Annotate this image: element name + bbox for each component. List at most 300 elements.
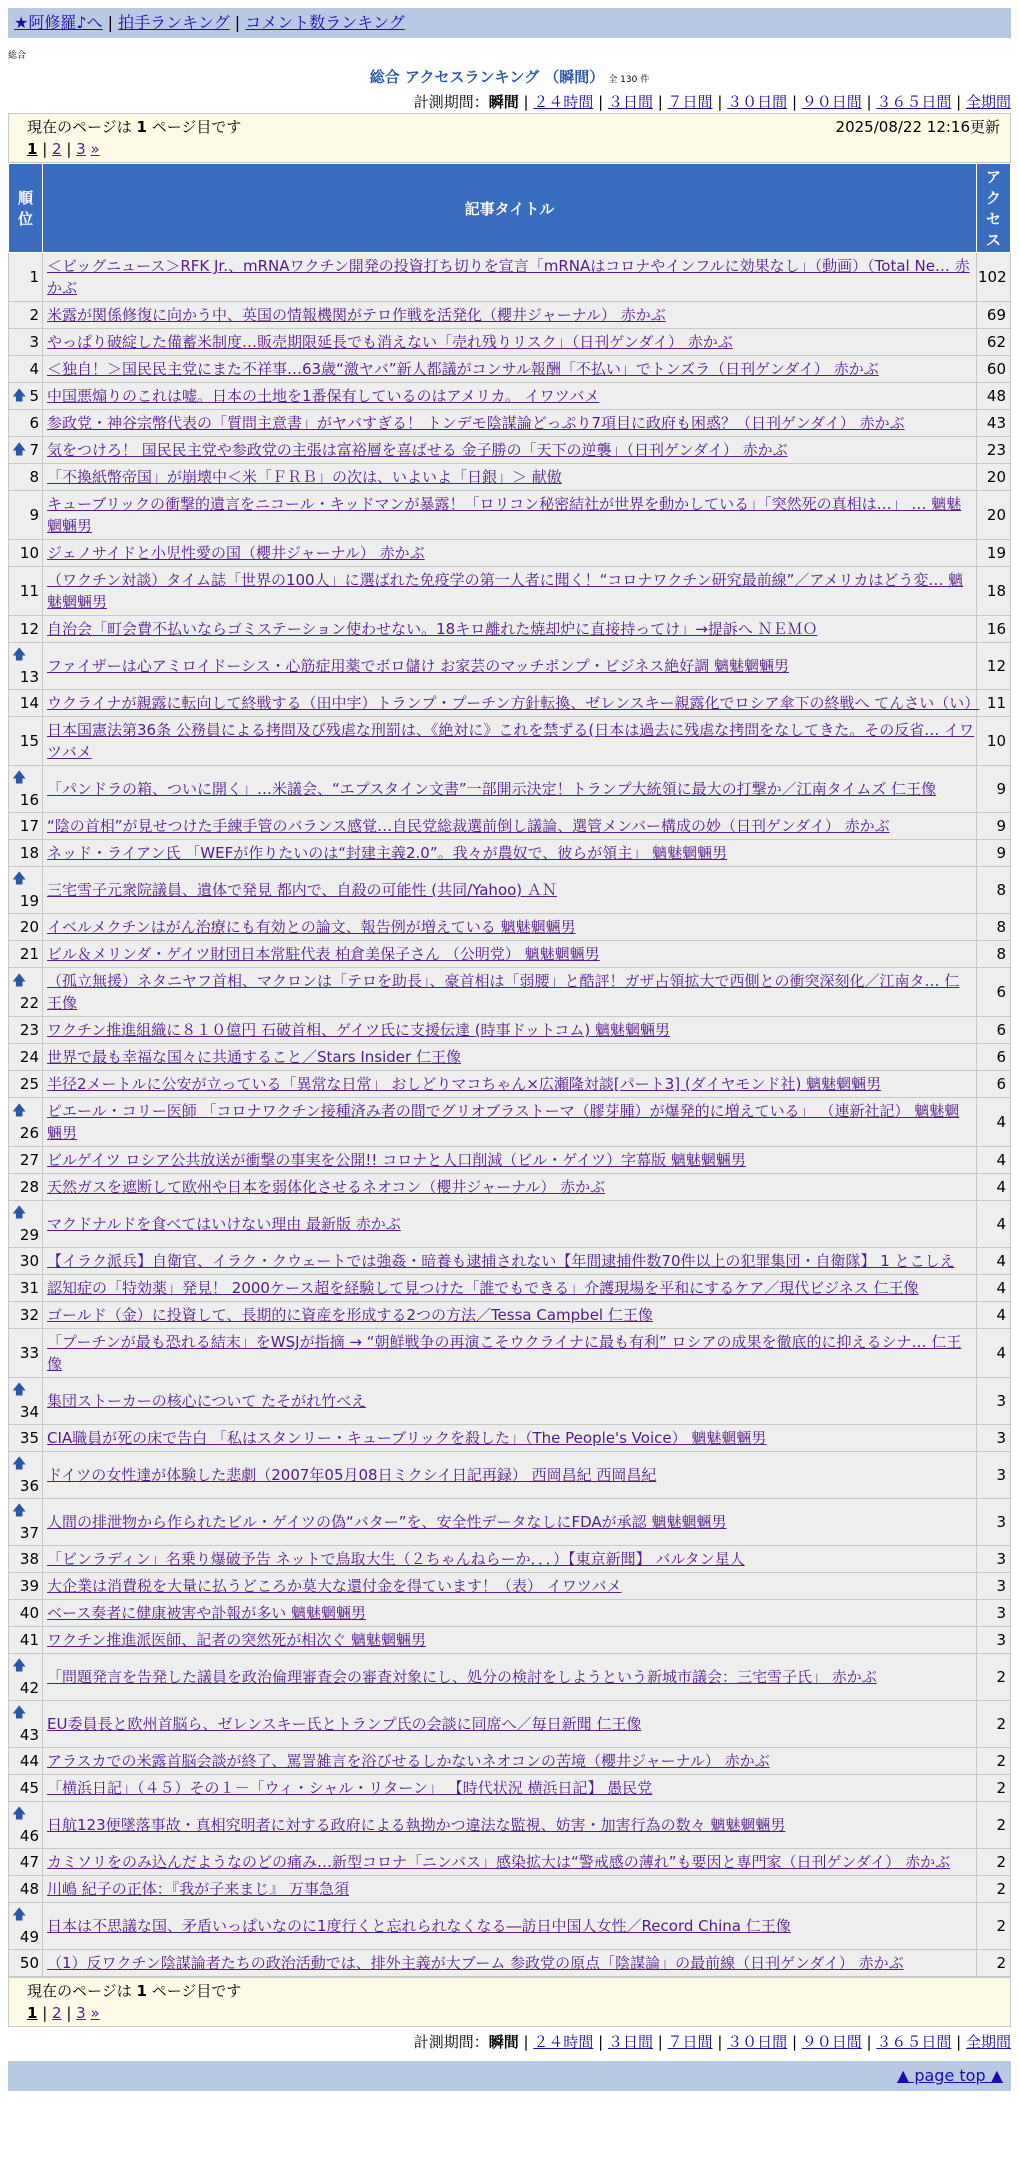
article-link[interactable]: 認知症の「特効薬」発見！ 2000ケース超を経験して見つけた「誰でもできる」介護現場を平和にするケア／現代ビジネス 仁王像 xyxy=(47,1279,919,1297)
rank-number: 46 xyxy=(19,1827,39,1845)
rank-number: 6 xyxy=(29,414,39,432)
article-link[interactable]: 「問題発言を告発した議員を政治倫理審査会の審査対象にし、処分の検討をしようという新城市議会：三宅雪子氏」 赤かぶ xyxy=(47,1668,877,1686)
rank-cell xyxy=(9,1802,43,1849)
table-row xyxy=(9,1452,1011,1499)
table-row xyxy=(9,914,1011,941)
pager-next[interactable]: » xyxy=(90,140,100,158)
article-link[interactable]: 世界で最も幸福な国々に共通すること／Stars Insider 仁王像 xyxy=(47,1048,461,1066)
pager-sep: | xyxy=(61,140,77,158)
rank-number: 43 xyxy=(19,1726,39,1744)
table-row xyxy=(9,643,1011,690)
title-cell xyxy=(43,1701,977,1748)
rank-cell xyxy=(9,356,43,383)
article-link[interactable]: ベース奏者に健康被害や訃報が多い 魑魅魍魎男 xyxy=(47,1604,367,1622)
article-link[interactable]: 大企業は消費税を大量に払うどころか莫大な還付金を得ています！（表） イワツバメ xyxy=(47,1577,622,1595)
rank-cell xyxy=(9,1201,43,1248)
title-cell xyxy=(43,1017,977,1044)
table-row xyxy=(9,491,1011,540)
access-count: 2 xyxy=(977,1701,1011,1748)
pager xyxy=(27,2002,1000,2024)
table-row xyxy=(9,1248,1011,1275)
rank-number: 12 xyxy=(19,620,39,638)
table-row xyxy=(9,690,1011,717)
clap-ranking-link[interactable]: 拍手ランキング xyxy=(118,13,230,32)
title-cell xyxy=(43,813,977,840)
article-link[interactable]: イベルメクチンはがん治療にも有効との論文、報告例が増えている 魑魅魍魎男 xyxy=(47,918,576,936)
total-count: 全 130 件 xyxy=(608,75,650,85)
access-count: 60 xyxy=(977,356,1011,383)
rank-number: 37 xyxy=(19,1524,39,1542)
access-count: 2 xyxy=(977,1950,1011,1977)
page-title-row xyxy=(8,66,1011,87)
access-count: 3 xyxy=(977,1452,1011,1499)
title-cell xyxy=(43,383,977,410)
table-row xyxy=(9,1147,1011,1174)
period-link[interactable]: ９０日間 xyxy=(801,2033,862,2051)
title-cell xyxy=(43,1147,977,1174)
rank-cell xyxy=(9,1627,43,1654)
article-link[interactable]: 川嶋 紀子の正体：『我が子来まじ』 万事急須 xyxy=(47,1880,350,1898)
access-count: 8 xyxy=(977,867,1011,914)
rank-cell xyxy=(9,464,43,491)
table-row xyxy=(9,253,1011,302)
pager-next[interactable]: » xyxy=(90,2004,100,2022)
access-count: 4 xyxy=(977,1174,1011,1201)
article-link[interactable]: 日航123便墜落事故・真相究明者に対する政府による執拗かつ違法な監視、妨害・加害行為の数々 魑魅魍魎男 xyxy=(47,1816,786,1834)
table-row xyxy=(9,1071,1011,1098)
rank-cell xyxy=(9,383,43,410)
rank-number: 15 xyxy=(19,732,39,750)
rank-cell xyxy=(9,941,43,968)
rank-number: 1 xyxy=(29,268,39,286)
rank-cell xyxy=(9,1147,43,1174)
rank-cell xyxy=(9,1950,43,1977)
rank-cell xyxy=(9,968,43,1017)
rank-cell xyxy=(9,1302,43,1329)
access-count: 3 xyxy=(977,1425,1011,1452)
period-link[interactable]: 全期間 xyxy=(965,93,1011,111)
rank-number: 49 xyxy=(19,1928,39,1946)
rank-cell xyxy=(9,1775,43,1802)
top-nav xyxy=(8,8,1011,38)
up-arrow-icon: 🡅 xyxy=(12,442,27,458)
rank-cell xyxy=(9,690,43,717)
period-current: 瞬間 xyxy=(488,2033,519,2051)
pager-sep: | xyxy=(37,2004,53,2022)
rank-cell xyxy=(9,616,43,643)
table-row xyxy=(9,302,1011,329)
table-header xyxy=(9,164,1011,253)
rank-number: 23 xyxy=(19,1021,39,1039)
rank-cell xyxy=(9,1748,43,1775)
access-count: 2 xyxy=(977,1876,1011,1903)
rank-cell xyxy=(9,1071,43,1098)
article-link[interactable]: 「パンドラの箱、ついに開く」…米議会、“エプスタイン文書”一部開示決定！トランプ大統領に最大の打撃か／江南タイムズ 仁王像 xyxy=(47,780,937,798)
article-link[interactable]: カミソリをのみ込んだようなのどの痛み…新型コロナ「ニンバス」感染拡大は“警戒感の薄れ”も要因と専門家（日刊ゲンダイ） 赤かぶ xyxy=(47,1853,951,1871)
rank-number: 48 xyxy=(19,1880,39,1898)
period-link[interactable]: ３０日間 xyxy=(727,2033,788,2051)
table-row xyxy=(9,1903,1011,1950)
table-row xyxy=(9,1627,1011,1654)
table-row xyxy=(9,1802,1011,1849)
period-sep: | xyxy=(861,2033,877,2051)
pager-link[interactable]: 3 xyxy=(76,140,86,158)
article-link[interactable]: 半径2メートルに公安が立っている「異常な日常」 おしどりマコちゃん×広瀬隆対談[パート3] (ダイヤモンド社) 魑魅魍魎男 xyxy=(47,1075,882,1093)
title-cell xyxy=(43,329,977,356)
period-link[interactable]: ７日間 xyxy=(667,93,713,111)
article-link[interactable]: 参政党・神谷宗幣代表の「質問主意書」がヤバすぎる！ トンデモ陰謀論どっぷり7項目に政府も困惑？（日刊ゲンダイ） 赤かぶ xyxy=(47,414,905,432)
article-link[interactable]: 自治会「町会費不払いならゴミステーション使わせない。18キロ離れた焼却炉に直接持ってけ」→提訴へ ＮＥＭＯ xyxy=(47,620,818,638)
access-count: 10 xyxy=(977,717,1011,766)
rank-number: 9 xyxy=(29,506,39,524)
article-link[interactable]: （1）反ワクチン陰謀論者たちの政治活動では、排外主義が大ブーム 参政党の原点「陰謀論」の最前線（日刊ゲンダイ） 赤かぶ xyxy=(47,1954,904,1972)
article-link[interactable]: CIA職員が死の床で告白 「私はスタンリー・キューブリックを殺した」（The People's Voice） 魑魅魍魎男 xyxy=(47,1429,767,1447)
title-cell xyxy=(43,302,977,329)
rank-cell xyxy=(9,1275,43,1302)
article-link[interactable]: EU委員長と欧州首脳ら、ゼレンスキー氏とトランプ氏の会談に同席へ／毎日新聞 仁王像 xyxy=(47,1715,642,1733)
col-rank: 順位 xyxy=(9,164,43,253)
table-row xyxy=(9,1174,1011,1201)
access-count: 6 xyxy=(977,1017,1011,1044)
access-count: 8 xyxy=(977,941,1011,968)
rank-number: 25 xyxy=(19,1075,39,1093)
table-row xyxy=(9,1098,1011,1147)
nav-sep: | xyxy=(234,13,241,32)
table-row xyxy=(9,1275,1011,1302)
article-link[interactable]: 「ビンラディン」名乗り爆破予告 ネットで鳥取大生（２ちゃんねらーか．．．）【東京新聞】 バルタン星人 xyxy=(47,1550,745,1568)
access-count: 2 xyxy=(977,1748,1011,1775)
title-cell xyxy=(43,1802,977,1849)
article-link[interactable]: 「横浜日記」（４５）その１－「ウィ・シャル・リターン」 【時代状況 横浜日記】 愚民党 xyxy=(47,1779,653,1797)
rank-cell xyxy=(9,1499,43,1546)
rank-number: 30 xyxy=(19,1252,39,1270)
title-cell xyxy=(43,437,977,464)
rank-number: 19 xyxy=(19,892,39,910)
page-info-top xyxy=(8,113,1011,163)
access-count: 6 xyxy=(977,1044,1011,1071)
access-count: 48 xyxy=(977,383,1011,410)
up-arrow-icon: 🡅 xyxy=(12,1503,27,1519)
rank-number: 45 xyxy=(19,1779,39,1797)
period-sep: | xyxy=(593,93,608,111)
title-cell xyxy=(43,1098,977,1147)
article-link[interactable]: 米露が関係修復に向かう中、英国の情報機関がテロ作戦を活発化（櫻井ジャーナル） 赤かぶ xyxy=(47,306,666,324)
rank-cell xyxy=(9,1876,43,1903)
access-count: 9 xyxy=(977,840,1011,867)
period-link[interactable]: ２４時間 xyxy=(533,2033,594,2051)
article-link[interactable]: ネッド・ライアン氏 「WEFが作りたいのは“封建主義2.0”。我々が農奴で、彼らが領主」 魑魅魍魎男 xyxy=(47,844,728,862)
table-row xyxy=(9,1201,1011,1248)
rank-number: 2 xyxy=(29,306,39,324)
article-link[interactable]: ジェノサイドと小児性愛の国（櫻井ジャーナル） 赤かぶ xyxy=(47,544,425,562)
period-link[interactable]: ３６５日間 xyxy=(876,2033,952,2051)
article-link[interactable]: 集団ストーカーの核心について たそがれ竹べえ xyxy=(47,1392,367,1410)
rank-number: 5 xyxy=(29,387,39,405)
article-link[interactable]: ビル＆メリンダ・ゲイツ財団日本常駐代表 柏倉美保子さん （公明党） 魑魅魍魎男 xyxy=(47,945,600,963)
rank-number: 4 xyxy=(29,360,39,378)
title-cell xyxy=(43,1775,977,1802)
title-cell xyxy=(43,1950,977,1977)
access-count: 2 xyxy=(977,1654,1011,1701)
title-cell xyxy=(43,1654,977,1701)
updated-time: 2025/08/22 12:16更新 xyxy=(835,118,1000,136)
period-link[interactable]: ３６５日間 xyxy=(876,93,952,111)
rank-number: 20 xyxy=(19,918,39,936)
rank-cell xyxy=(9,1600,43,1627)
access-count: 11 xyxy=(977,690,1011,717)
rank-cell xyxy=(9,491,43,540)
article-link[interactable]: ＜ビッグニュース＞RFK Jr.、mRNAワクチン開発の投資打ち切りを宣言「mRNAはコロナやインフルに効果なし」（動画）（Total Ne… 赤かぶ xyxy=(47,257,970,297)
access-count: 69 xyxy=(977,302,1011,329)
title-cell xyxy=(43,690,980,717)
access-count: 19 xyxy=(977,540,1011,567)
rank-cell xyxy=(9,867,43,914)
rank-number: 24 xyxy=(19,1048,39,1066)
article-link[interactable]: （孤立無援）ネタニヤフ首相、マクロンは「テロを助長」、豪首相は「弱腰」と酷評！ガザ占領拡大で西側との衝突深刻化／江南タ… 仁王像 xyxy=(47,972,960,1012)
period-link[interactable]: ９０日間 xyxy=(801,93,862,111)
title-cell xyxy=(43,1378,977,1425)
title-cell xyxy=(43,464,977,491)
period-sep: | xyxy=(787,2033,802,2051)
table-row xyxy=(9,941,1011,968)
title-cell xyxy=(43,1849,977,1876)
article-link[interactable]: 三宅雪子元衆院議員、遺体で発見 都内で、自殺の可能性 (共同/Yahoo) ＡＮ xyxy=(47,881,557,899)
access-count: 4 xyxy=(977,1329,1011,1378)
table-row xyxy=(9,616,1011,643)
article-link[interactable]: ピエール・コリー医師 「コロナワクチン接種済み者の間でグリオブラストーマ（膠芽腫）が爆発的に増えている」 （連新社記） 魑魅魍魎男 xyxy=(47,1102,960,1142)
up-arrow-icon: 🡅 xyxy=(12,1705,27,1721)
table-row xyxy=(9,1654,1011,1701)
title-cell xyxy=(43,1499,977,1546)
period-link[interactable]: ２４時間 xyxy=(533,93,594,111)
rank-number: 38 xyxy=(19,1550,39,1568)
period-sep: | xyxy=(712,93,728,111)
article-link[interactable]: アラスカでの米露首脳会談が終了、罵詈雑言を浴びせるしかないネオコンの苦境（櫻井ジャーナル） 赤かぶ xyxy=(47,1752,770,1770)
access-count: 62 xyxy=(977,329,1011,356)
rank-number: 22 xyxy=(19,994,39,1012)
pager-sep: | xyxy=(61,2004,77,2022)
title-cell xyxy=(43,567,977,616)
rank-cell xyxy=(9,766,43,813)
table-row xyxy=(9,1573,1011,1600)
article-link[interactable]: 気をつけろ！ 国民民主党や参政党の主張は富裕層を喜ばせる 金子勝の「天下の逆襲」（日刊ゲンダイ） 赤かぶ xyxy=(47,441,788,459)
rank-cell xyxy=(9,717,43,766)
up-arrow-icon: 🡅 xyxy=(12,1456,27,1472)
table-row xyxy=(9,867,1011,914)
page-title: 総合 アクセスランキング （瞬間） xyxy=(369,68,605,86)
article-link[interactable]: キューブリックの衝撃的遺言をニコール・キッドマンが暴露！「ロリコン秘密結社が世界を動かしている」「突然死の真相は…」 … 魑魅魍魎男 xyxy=(47,495,962,535)
article-link[interactable]: ドイツの女性達が体験した悲劇（2007年05月08日ミクシイ日記再録） 西岡昌紀 西岡昌紀 xyxy=(47,1466,657,1484)
access-count: 20 xyxy=(977,464,1011,491)
table-row xyxy=(9,1876,1011,1903)
rank-number: 44 xyxy=(19,1752,39,1770)
period-sep: | xyxy=(652,2033,668,2051)
period-nav xyxy=(8,2031,1011,2053)
period-link[interactable]: 全期間 xyxy=(965,2033,1011,2051)
title-cell xyxy=(43,1600,977,1627)
access-count: 2 xyxy=(977,1849,1011,1876)
rank-cell xyxy=(9,1903,43,1950)
period-sep: | xyxy=(593,2033,608,2051)
article-link[interactable]: マクドナルドを食べてはいけない理由 最新版 赤かぶ xyxy=(47,1215,401,1233)
up-arrow-icon: 🡅 xyxy=(12,1103,27,1119)
access-count: 2 xyxy=(977,1775,1011,1802)
article-link[interactable]: 【イラク派兵】自衛官、イラク・クウェートでは強姦・暗養も逮捕されない【年間逮捕件数70件以上の犯罪集団・自衛隊】 1 とこしえ xyxy=(47,1252,955,1270)
period-link[interactable]: ３日間 xyxy=(607,93,653,111)
up-arrow-icon: 🡅 xyxy=(12,770,27,786)
rank-cell xyxy=(9,437,43,464)
table-row xyxy=(9,968,1011,1017)
rank-number: 10 xyxy=(19,544,39,562)
rank-cell xyxy=(9,1849,43,1876)
up-arrow-icon: 🡅 xyxy=(12,1382,27,1398)
col-count: アクセス xyxy=(977,164,1011,253)
access-count: 102 xyxy=(977,253,1011,302)
table-row xyxy=(9,840,1011,867)
article-link[interactable]: やっぱり破綻した備蓄米制度…販売期限延長でも消えない「売れ残りリスク」（日刊ゲンダイ） 赤かぶ xyxy=(47,333,733,351)
table-row xyxy=(9,1499,1011,1546)
title-cell xyxy=(43,968,977,1017)
page-status: 現在のページは 1 ページ目です xyxy=(27,118,242,136)
article-link[interactable]: 日本は不思議な国、矛盾いっぱいなのに1度行くと忘れられなくなる―訪日中国人女性／Record China 仁王像 xyxy=(47,1917,791,1935)
article-link[interactable]: ワクチン推進派医師、記者の突然死が相次ぐ 魑魅魍魎男 xyxy=(47,1631,427,1649)
rank-cell xyxy=(9,1174,43,1201)
rank-number: 39 xyxy=(19,1577,39,1595)
access-count: 3 xyxy=(977,1378,1011,1425)
period-label: 計測期間： xyxy=(413,93,489,111)
title-cell xyxy=(43,1275,977,1302)
up-arrow-icon: 🡅 xyxy=(12,1658,27,1674)
rank-number: 3 xyxy=(29,333,39,351)
table-row xyxy=(9,1748,1011,1775)
rank-cell xyxy=(9,1425,43,1452)
title-cell xyxy=(43,1573,977,1600)
rank-number: 29 xyxy=(19,1226,39,1244)
rank-cell xyxy=(9,1654,43,1701)
access-count: 9 xyxy=(977,813,1011,840)
title-cell xyxy=(43,1627,977,1654)
article-link[interactable]: 「プーチンが最も恐れる結末」をWSJが指摘 → “朝鮮戦争の再演こそウクライナに最も有利” ロシアの成果を徹底的に抑えるシナ… 仁王像 xyxy=(47,1333,962,1373)
period-sep: | xyxy=(518,93,534,111)
title-cell xyxy=(43,1174,977,1201)
up-arrow-icon: 🡅 xyxy=(12,647,27,663)
rank-number: 13 xyxy=(19,668,39,686)
rank-number: 35 xyxy=(19,1429,39,1447)
access-count: 4 xyxy=(977,1275,1011,1302)
rank-cell xyxy=(9,1248,43,1275)
article-link[interactable]: （ワクチン対談）タイム誌「世界の100人」に選ばれた免疫学の第一人者に聞く！“コロナワクチン研究最前線”／アメリカはどう変… 魑魅魍魎男 xyxy=(47,571,964,611)
rank-number: 47 xyxy=(19,1853,39,1871)
table-row xyxy=(9,464,1011,491)
nav-sep: | xyxy=(107,13,114,32)
rank-cell xyxy=(9,1017,43,1044)
title-cell xyxy=(43,1044,977,1071)
access-count: 16 xyxy=(977,616,1011,643)
article-link[interactable]: 日本国憲法第36条 公務員による拷問及び残虐な刑罰は、《絶対に》これを禁ずる(日本は過去に残虐な拷問をなしてきた。その反省… イワツバメ xyxy=(47,721,974,761)
table-row xyxy=(9,567,1011,616)
ranking-table xyxy=(8,163,1011,1977)
article-link[interactable]: ビルゲイツ ロシア公共放送が衝撃の事実を公開!! コロナと人口削減（ビル・ゲイツ）字幕版 魑魅魍魎男 xyxy=(47,1151,746,1169)
title-cell xyxy=(43,1876,977,1903)
rank-number: 42 xyxy=(19,1679,39,1697)
title-cell xyxy=(43,766,977,813)
period-label: 計測期間： xyxy=(413,2033,489,2051)
pager-link[interactable]: 2 xyxy=(52,140,62,158)
title-cell xyxy=(43,840,977,867)
title-cell xyxy=(43,1425,977,1452)
title-cell xyxy=(43,717,977,766)
table-row xyxy=(9,1017,1011,1044)
article-link[interactable]: 「不換紙幣帝国」が崩壊中＜米「ＦＲＢ」の次は、いよいよ「日銀」＞ 献傲 xyxy=(47,468,562,486)
rank-number: 33 xyxy=(19,1344,39,1362)
table-row xyxy=(9,383,1011,410)
period-link[interactable]: ３０日間 xyxy=(727,93,788,111)
pager-link[interactable]: 2 xyxy=(52,2004,62,2022)
table-row xyxy=(9,356,1011,383)
period-sep: | xyxy=(518,2033,534,2051)
article-link[interactable]: ゴールド（金）に投資して、長期的に資産を形成する2つの方法／Tessa Campbel 仁王像 xyxy=(47,1306,653,1324)
article-link[interactable]: ワクチン推進組織に８１０億円 石破首相、ゲイツ氏に支援伝達 (時事ドットコム) 魑魅魍魎男 xyxy=(47,1021,671,1039)
table-row xyxy=(9,717,1011,766)
article-link[interactable]: 中国悪煽りのこれは嘘。日本の土地を1番保有しているのはアメリカ。 イワツバメ xyxy=(47,387,600,405)
access-count: 9 xyxy=(977,766,1011,813)
rank-cell xyxy=(9,813,43,840)
article-link[interactable]: ＜独自！＞国民民主党にまた不祥事…63歳“激ヤバ”新人都議がコンサル報酬「不払い」でトンズラ（日刊ゲンダイ） 赤かぶ xyxy=(47,360,879,378)
rank-cell xyxy=(9,302,43,329)
rank-number: 36 xyxy=(19,1477,39,1495)
rank-number: 7 xyxy=(29,441,39,459)
access-count: 2 xyxy=(977,1802,1011,1849)
period-link[interactable]: ７日間 xyxy=(667,2033,713,2051)
title-cell xyxy=(43,914,977,941)
period-sep: | xyxy=(951,93,966,111)
article-link[interactable]: 天然ガスを遮断して欧州や日本を弱体化させるネオコン（櫻井ジャーナル） 赤かぶ xyxy=(47,1178,606,1196)
page-top-link[interactable]: ▲ page top ▲ xyxy=(896,2066,1003,2085)
access-count: 4 xyxy=(977,1302,1011,1329)
title-cell xyxy=(43,1452,977,1499)
rank-number: 11 xyxy=(19,582,39,600)
access-count: 4 xyxy=(977,1248,1011,1275)
article-link[interactable]: ウクライナが親露に転向して終戦する（田中宇）トランプ・プーチン方針転換、ゼレンスキー親露化でロシア傘下の終戦へ てんさい（い） xyxy=(47,694,980,712)
table-row xyxy=(9,1701,1011,1748)
period-link[interactable]: ３日間 xyxy=(607,2033,653,2051)
title-cell xyxy=(43,1546,977,1573)
pager-link[interactable]: 3 xyxy=(76,2004,86,2022)
article-link[interactable]: 人間の排泄物から作られたビル・ゲイツの偽“バター”を、安全性データなしにFDAが承認 魑魅魍魎男 xyxy=(47,1513,727,1531)
article-link[interactable]: ファイザーは心アミロイドーシス・心筋症用薬でボロ儲け お家芸のマッチポンプ・ビジネス絶好調 魑魅魍魎男 xyxy=(47,657,789,675)
table-row xyxy=(9,1044,1011,1071)
period-sep: | xyxy=(861,93,877,111)
title-cell xyxy=(43,1248,977,1275)
table-row xyxy=(9,437,1011,464)
rank-cell xyxy=(9,1098,43,1147)
access-count: 12 xyxy=(977,643,1011,690)
access-count: 3 xyxy=(977,1600,1011,1627)
access-count: 20 xyxy=(977,491,1011,540)
title-cell xyxy=(43,356,977,383)
table-row xyxy=(9,766,1011,813)
access-count: 4 xyxy=(977,1147,1011,1174)
access-count: 3 xyxy=(977,1573,1011,1600)
table-row xyxy=(9,1329,1011,1378)
home-link[interactable]: ★阿修羅♪へ xyxy=(14,13,103,32)
rank-number: 32 xyxy=(19,1306,39,1324)
table-row xyxy=(9,329,1011,356)
rank-cell xyxy=(9,410,43,437)
article-link[interactable]: “陰の首相”が見せつけた手練手管のバランス感覚…自民党総裁選前倒し議論、選管メンバー構成の妙（日刊ゲンダイ） 赤かぶ xyxy=(47,817,890,835)
comment-ranking-link[interactable]: コメント数ランキング xyxy=(245,13,405,32)
title-cell xyxy=(43,1748,977,1775)
